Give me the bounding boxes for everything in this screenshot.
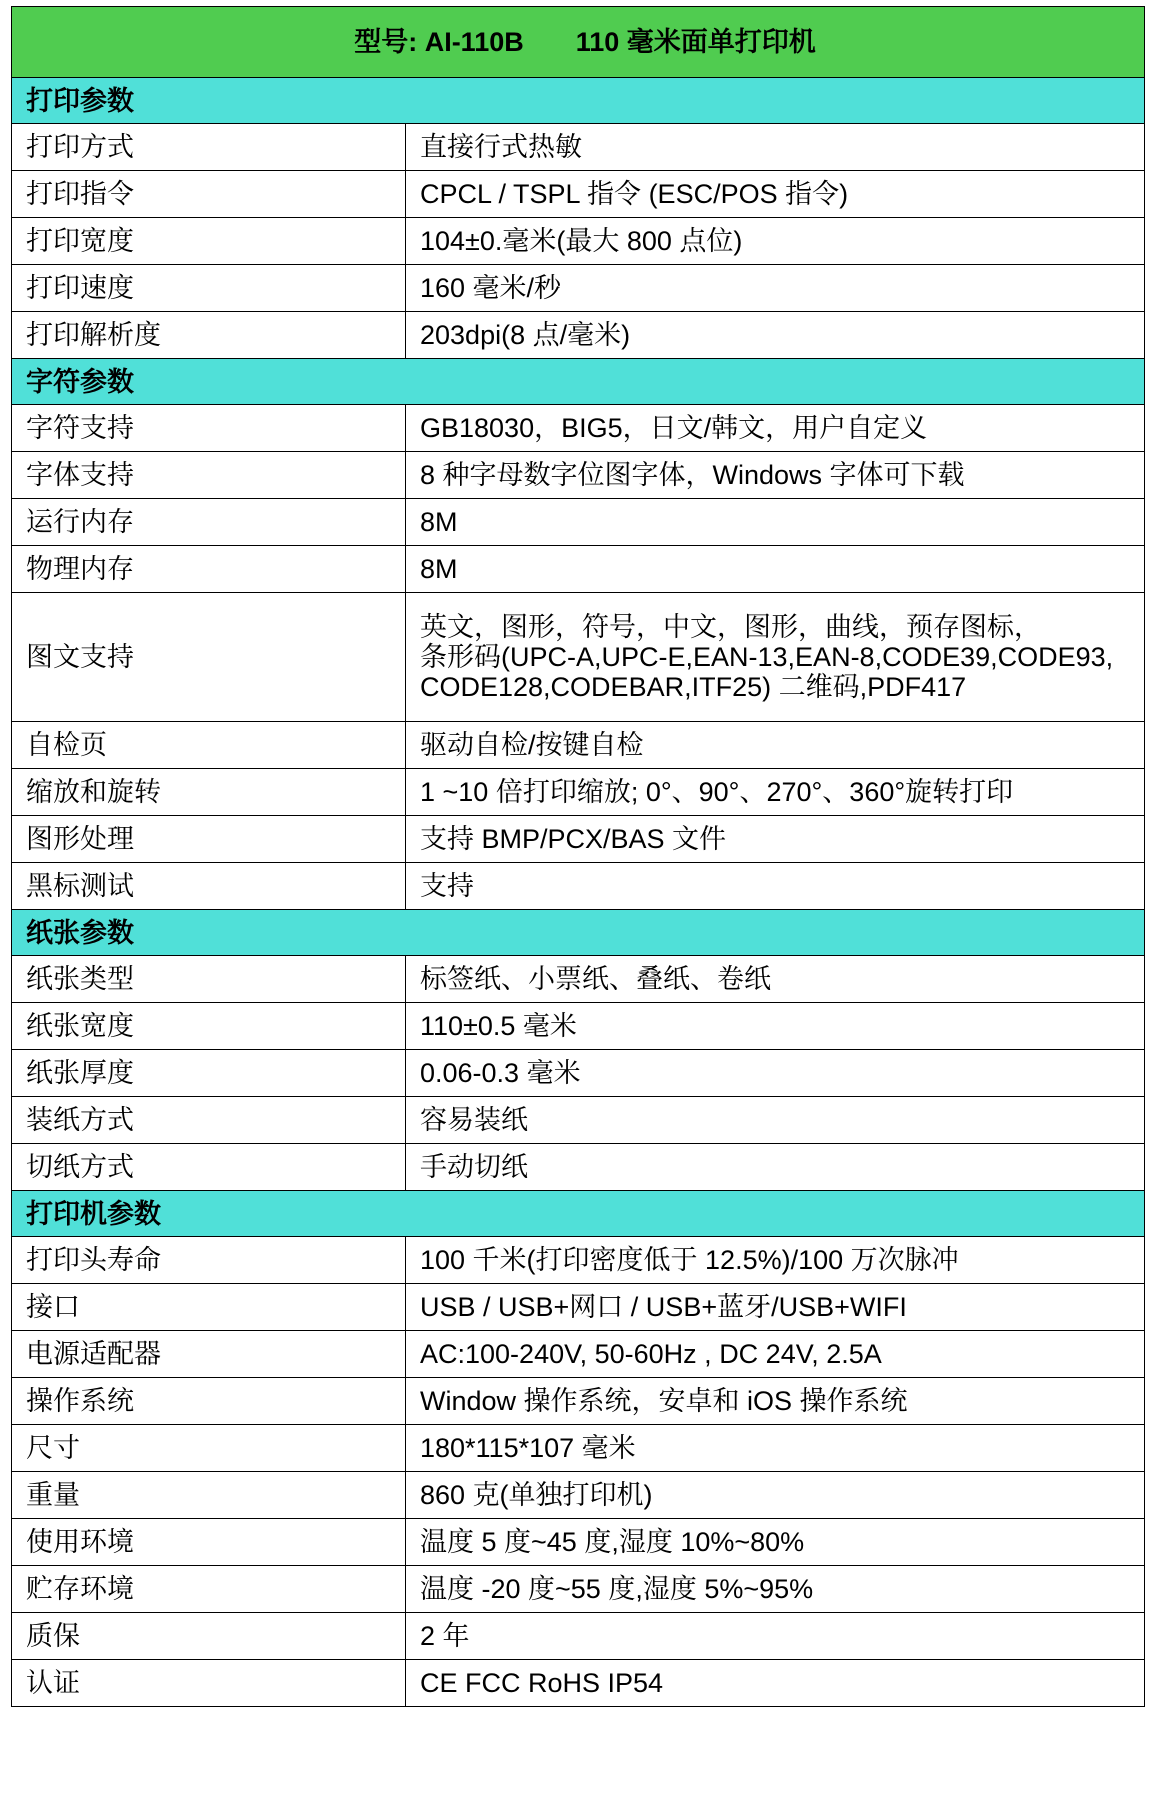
spec-row xyxy=(12,265,1145,312)
spec-table xyxy=(11,6,1145,1707)
spec-row xyxy=(12,593,1145,722)
spec-value: Window 操作系统，安卓和 iOS 操作系统 xyxy=(406,1378,1145,1425)
spec-value: 0.06-0.3 毫米 xyxy=(406,1050,1145,1097)
spec-label: 打印宽度 xyxy=(12,218,406,265)
spec-value: 容易装纸 xyxy=(406,1097,1145,1144)
spec-value: 标签纸、小票纸、叠纸、卷纸 xyxy=(406,956,1145,1003)
spec-label: 切纸方式 xyxy=(12,1144,406,1191)
title-cell xyxy=(12,7,1145,78)
spec-label: 图文支持 xyxy=(12,593,406,722)
spec-label: 使用环境 xyxy=(12,1519,406,1566)
spec-value: 1 ~10 倍打印缩放; 0°、90°、270°、360°旋转打印 xyxy=(406,769,1145,816)
spec-label: 打印指令 xyxy=(12,171,406,218)
spec-value: 104±0.毫米(最大 800 点位) xyxy=(406,218,1145,265)
spec-label: 重量 xyxy=(12,1472,406,1519)
spec-row xyxy=(12,1613,1145,1660)
spec-value: 温度 5 度~45 度,湿度 10%~80% xyxy=(406,1519,1145,1566)
spec-value: 支持 xyxy=(406,863,1145,910)
model-title: 型号: AI-110B xyxy=(354,27,524,57)
spec-value: 8 种字母数字位图字体，Windows 字体可下载 xyxy=(406,452,1145,499)
spec-label: 纸张厚度 xyxy=(12,1050,406,1097)
title-row xyxy=(12,7,1145,78)
spec-value: 驱动自检/按键自检 xyxy=(406,722,1145,769)
spec-label: 电源适配器 xyxy=(12,1331,406,1378)
spec-row xyxy=(12,769,1145,816)
spec-label: 打印头寿命 xyxy=(12,1237,406,1284)
spec-value: 英文，图形，符号，中文，图形，曲线，预存图标， 条形码(UPC-A,UPC-E,EAN-13,EAN-8,CODE39,CODE93, CODE128,CODEBAR,ITF25) 二维码,PDF417 xyxy=(406,593,1145,722)
section-heading: 打印参数 xyxy=(12,78,1145,124)
spec-row xyxy=(12,452,1145,499)
spec-label: 图形处理 xyxy=(12,816,406,863)
section-header-row xyxy=(12,78,1145,124)
section-header-row xyxy=(12,910,1145,956)
spec-label: 黑标测试 xyxy=(12,863,406,910)
spec-label: 接口 xyxy=(12,1284,406,1331)
spec-value: 203dpi(8 点/毫米) xyxy=(406,312,1145,359)
spec-value: 8M xyxy=(406,499,1145,546)
spec-label: 自检页 xyxy=(12,722,406,769)
spec-value: AC:100-240V, 50-60Hz , DC 24V, 2.5A xyxy=(406,1331,1145,1378)
spec-value: CE FCC RoHS IP54 xyxy=(406,1660,1145,1707)
spec-row xyxy=(12,124,1145,171)
spec-row xyxy=(12,1237,1145,1284)
spec-row xyxy=(12,1519,1145,1566)
spec-row xyxy=(12,956,1145,1003)
spec-value: 直接行式热敏 xyxy=(406,124,1145,171)
spec-value: 2 年 xyxy=(406,1613,1145,1660)
spec-row xyxy=(12,1050,1145,1097)
spec-value: 110±0.5 毫米 xyxy=(406,1003,1145,1050)
spec-row xyxy=(12,499,1145,546)
spec-row xyxy=(12,863,1145,910)
spec-value: 160 毫米/秒 xyxy=(406,265,1145,312)
spec-label: 认证 xyxy=(12,1660,406,1707)
spec-label: 打印解析度 xyxy=(12,312,406,359)
spec-label: 打印速度 xyxy=(12,265,406,312)
section-heading: 纸张参数 xyxy=(12,910,1145,956)
spec-row xyxy=(12,1566,1145,1613)
spec-row xyxy=(12,1003,1145,1050)
spec-label: 纸张类型 xyxy=(12,956,406,1003)
section-header-row xyxy=(12,1191,1145,1237)
spec-value: 支持 BMP/PCX/BAS 文件 xyxy=(406,816,1145,863)
spec-row xyxy=(12,1284,1145,1331)
spec-row xyxy=(12,171,1145,218)
spec-value: 8M xyxy=(406,546,1145,593)
spec-value: 180*115*107 毫米 xyxy=(406,1425,1145,1472)
spec-value: GB18030，BIG5，日文/韩文，用户自定义 xyxy=(406,405,1145,452)
spec-label: 打印方式 xyxy=(12,124,406,171)
spec-row xyxy=(12,1472,1145,1519)
spec-label: 尺寸 xyxy=(12,1425,406,1472)
spec-row xyxy=(12,1425,1145,1472)
spec-row xyxy=(12,1144,1145,1191)
spec-row xyxy=(12,1378,1145,1425)
spec-label: 装纸方式 xyxy=(12,1097,406,1144)
spec-label: 操作系统 xyxy=(12,1378,406,1425)
spec-label: 质保 xyxy=(12,1613,406,1660)
spec-row xyxy=(12,1331,1145,1378)
spec-label: 贮存环境 xyxy=(12,1566,406,1613)
section-heading: 字符参数 xyxy=(12,359,1145,405)
section-header-row xyxy=(12,359,1145,405)
section-heading: 打印机参数 xyxy=(12,1191,1145,1237)
spec-row xyxy=(12,312,1145,359)
spec-value: 860 克(单独打印机) xyxy=(406,1472,1145,1519)
spec-row xyxy=(12,405,1145,452)
spec-row xyxy=(12,816,1145,863)
spec-label: 字符支持 xyxy=(12,405,406,452)
spec-row xyxy=(12,722,1145,769)
spec-value: 温度 -20 度~55 度,湿度 5%~95% xyxy=(406,1566,1145,1613)
spec-value: 100 千米(打印密度低于 12.5%)/100 万次脉冲 xyxy=(406,1237,1145,1284)
spec-row xyxy=(12,1660,1145,1707)
spec-row xyxy=(12,1097,1145,1144)
spec-value: USB / USB+网口 / USB+蓝牙/USB+WIFI xyxy=(406,1284,1145,1331)
spec-row xyxy=(12,218,1145,265)
spec-value: CPCL / TSPL 指令 (ESC/POS 指令) xyxy=(406,171,1145,218)
spec-label: 物理内存 xyxy=(12,546,406,593)
spec-label: 缩放和旋转 xyxy=(12,769,406,816)
spec-label: 纸张宽度 xyxy=(12,1003,406,1050)
spec-value: 手动切纸 xyxy=(406,1144,1145,1191)
product-name: 110 毫米面单打印机 xyxy=(575,27,816,57)
spec-label: 运行内存 xyxy=(12,499,406,546)
spec-row xyxy=(12,546,1145,593)
spec-label: 字体支持 xyxy=(12,452,406,499)
